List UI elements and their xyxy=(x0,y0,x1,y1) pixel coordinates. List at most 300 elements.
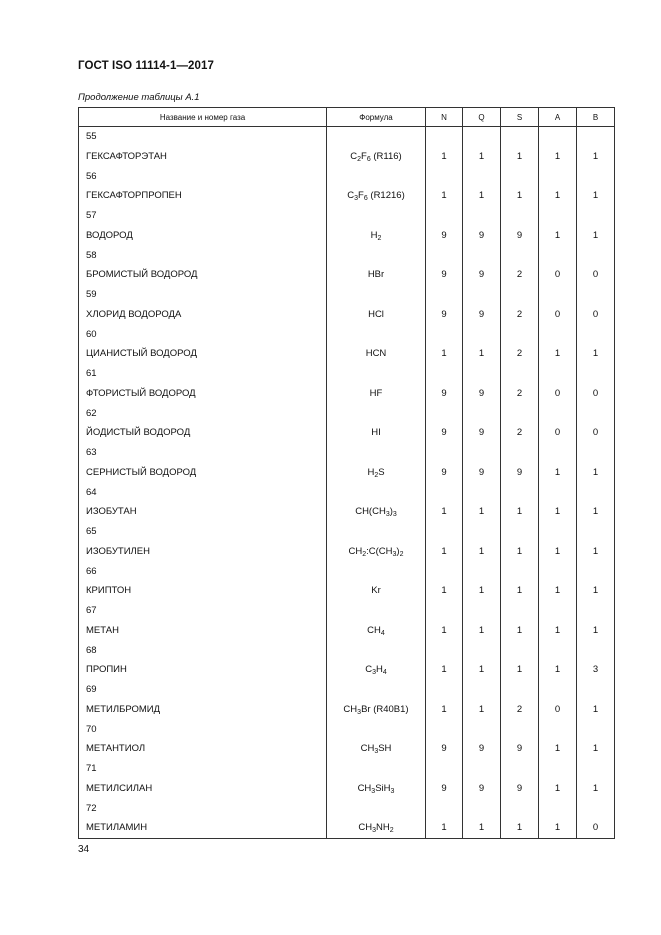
value-s: 1 xyxy=(501,502,539,523)
formula-text: HI xyxy=(371,427,381,439)
value-a: 1 xyxy=(539,462,577,483)
empty-cell xyxy=(577,483,615,502)
formula-subscript: 3 xyxy=(371,787,376,795)
gas-formula xyxy=(327,660,426,681)
value-q: 9 xyxy=(463,423,501,444)
empty-cell xyxy=(577,799,615,818)
value-n: 9 xyxy=(426,304,463,325)
value-q: 1 xyxy=(463,818,501,839)
value-n: 1 xyxy=(426,660,463,681)
value-b: 0 xyxy=(577,304,615,325)
gas-number-row xyxy=(79,206,615,225)
formula-subscript: 3 xyxy=(392,511,397,519)
formula-text: HCN xyxy=(365,348,387,360)
formula-text: HF xyxy=(369,387,383,399)
empty-cell xyxy=(426,483,463,502)
table-header-row xyxy=(79,108,615,127)
gas-number: 58 xyxy=(79,246,327,265)
gas-formula xyxy=(327,462,426,483)
column-header-b: B xyxy=(577,108,615,127)
formula-text: (R116) xyxy=(370,150,402,162)
empty-cell xyxy=(327,799,426,818)
value-a: 1 xyxy=(539,620,577,641)
formula-subscript: 2 xyxy=(399,550,404,558)
empty-cell xyxy=(463,562,501,581)
formula-text: F xyxy=(361,150,367,162)
formula-subscript: 2 xyxy=(377,234,382,242)
formula-text: ) xyxy=(389,506,393,518)
empty-cell xyxy=(577,680,615,699)
value-s: 1 xyxy=(501,541,539,562)
gas-name: ПРОПИН xyxy=(79,660,327,681)
formula-text: S xyxy=(378,466,385,478)
formula-text: HBr xyxy=(367,269,385,281)
gas-name: МЕТАНТИОЛ xyxy=(79,739,327,760)
empty-cell xyxy=(539,285,577,304)
value-s: 1 xyxy=(501,660,539,681)
formula-text: H xyxy=(367,466,375,478)
empty-cell xyxy=(577,325,615,344)
value-a: 1 xyxy=(539,660,577,681)
gas-number: 66 xyxy=(79,562,327,581)
formula-text: C xyxy=(347,190,355,202)
gas-row xyxy=(79,660,615,681)
formula-text: SiH xyxy=(375,782,391,794)
empty-cell xyxy=(539,601,577,620)
gas-number-row xyxy=(79,759,615,778)
empty-cell xyxy=(327,562,426,581)
formula-subscript: 6 xyxy=(366,155,371,163)
formula-text: CH xyxy=(358,822,373,834)
gas-row xyxy=(79,541,615,562)
gas-row xyxy=(79,778,615,799)
gas-formula xyxy=(327,304,426,325)
gas-name: БРОМИСТЫЙ ВОДОРОД xyxy=(79,265,327,286)
formula-text: H xyxy=(376,664,383,676)
gas-number: 64 xyxy=(79,483,327,502)
formula-text: Kr xyxy=(371,585,381,597)
gas-formula xyxy=(327,186,426,207)
gas-row xyxy=(79,739,615,760)
formula-text: Br (R40B1) xyxy=(361,703,409,715)
value-b: 1 xyxy=(577,186,615,207)
gas-name: ХЛОРИД ВОДОРОДА xyxy=(79,304,327,325)
formula-text: CH xyxy=(367,624,381,636)
gas-name: КРИПТОН xyxy=(79,581,327,602)
gas-number: 56 xyxy=(79,167,327,186)
empty-cell xyxy=(327,759,426,778)
gas-table xyxy=(78,107,615,839)
gas-row xyxy=(79,699,615,720)
value-s: 1 xyxy=(501,581,539,602)
value-b: 1 xyxy=(577,225,615,246)
formula-subscript: 2 xyxy=(362,550,367,558)
value-s: 2 xyxy=(501,304,539,325)
gas-number-row xyxy=(79,799,615,818)
gas-number-row xyxy=(79,562,615,581)
value-b: 0 xyxy=(577,383,615,404)
gas-formula xyxy=(327,739,426,760)
gas-number: 59 xyxy=(79,285,327,304)
value-n: 9 xyxy=(426,462,463,483)
column-header-formula: Формула xyxy=(327,108,426,127)
empty-cell xyxy=(501,206,539,225)
gas-row xyxy=(79,502,615,523)
formula-text: (R1216) xyxy=(367,190,405,202)
empty-cell xyxy=(539,483,577,502)
formula-subscript: 4 xyxy=(380,629,385,637)
gas-formula xyxy=(327,423,426,444)
empty-cell xyxy=(501,720,539,739)
empty-cell xyxy=(501,404,539,423)
empty-cell xyxy=(463,443,501,462)
gas-name: МЕТИЛБРОМИД xyxy=(79,699,327,720)
value-q: 9 xyxy=(463,778,501,799)
empty-cell xyxy=(463,167,501,186)
gas-number: 71 xyxy=(79,759,327,778)
value-a: 1 xyxy=(539,739,577,760)
gas-name: СЕРНИСТЫЙ ВОДОРОД xyxy=(79,462,327,483)
formula-text: SH xyxy=(378,743,392,755)
value-s: 2 xyxy=(501,265,539,286)
formula-text: CH xyxy=(360,743,375,755)
value-b: 1 xyxy=(577,502,615,523)
value-s: 1 xyxy=(501,818,539,839)
empty-cell xyxy=(426,562,463,581)
empty-cell xyxy=(426,285,463,304)
value-q: 1 xyxy=(463,186,501,207)
formula-text: NH xyxy=(376,822,390,834)
empty-cell xyxy=(426,799,463,818)
formula-subscript: 2 xyxy=(357,155,362,163)
value-a: 0 xyxy=(539,304,577,325)
gas-number-row xyxy=(79,680,615,699)
document-title: ГОСТ ISO 11114-1—2017 xyxy=(78,60,215,72)
value-b: 0 xyxy=(577,265,615,286)
empty-cell xyxy=(577,206,615,225)
value-q: 1 xyxy=(463,541,501,562)
gas-formula xyxy=(327,778,426,799)
gas-row xyxy=(79,265,615,286)
formula-subscript: 3 xyxy=(385,511,390,519)
formula-subscript: 3 xyxy=(357,708,362,716)
gas-number: 68 xyxy=(79,641,327,660)
gas-name: ВОДОРОД xyxy=(79,225,327,246)
value-b: 1 xyxy=(577,699,615,720)
formula-subscript: 3 xyxy=(374,748,379,756)
value-n: 1 xyxy=(426,344,463,365)
page-number: 34 xyxy=(78,844,90,855)
gas-name: ИЗОБУТАН xyxy=(79,502,327,523)
empty-cell xyxy=(463,483,501,502)
formula-text: H xyxy=(370,229,378,241)
value-a: 1 xyxy=(539,818,577,839)
empty-cell xyxy=(327,641,426,660)
value-b: 0 xyxy=(577,423,615,444)
empty-cell xyxy=(327,443,426,462)
gas-formula xyxy=(327,344,426,365)
gas-formula xyxy=(327,225,426,246)
value-a: 1 xyxy=(539,146,577,167)
empty-cell xyxy=(327,325,426,344)
empty-cell xyxy=(426,246,463,265)
empty-cell xyxy=(426,759,463,778)
formula-text: C xyxy=(365,664,373,676)
gas-number-row xyxy=(79,522,615,541)
empty-cell xyxy=(327,364,426,383)
value-q: 9 xyxy=(463,739,501,760)
empty-cell xyxy=(577,562,615,581)
gas-number: 61 xyxy=(79,364,327,383)
gas-number: 55 xyxy=(79,127,327,147)
value-s: 2 xyxy=(501,423,539,444)
empty-cell xyxy=(539,167,577,186)
empty-cell xyxy=(426,167,463,186)
column-header-s: S xyxy=(501,108,539,127)
formula-subscript: 3 xyxy=(392,550,397,558)
gas-number: 69 xyxy=(79,680,327,699)
empty-cell xyxy=(501,246,539,265)
value-s: 2 xyxy=(501,344,539,365)
empty-cell xyxy=(426,127,463,147)
gas-name: ГЕКСАФТОРПРОПЕН xyxy=(79,186,327,207)
gas-formula xyxy=(327,818,426,839)
column-header-a: A xyxy=(539,108,577,127)
gas-number: 70 xyxy=(79,720,327,739)
empty-cell xyxy=(577,167,615,186)
gas-number-row xyxy=(79,325,615,344)
empty-cell xyxy=(539,680,577,699)
gas-number: 63 xyxy=(79,443,327,462)
empty-cell xyxy=(327,246,426,265)
value-b: 1 xyxy=(577,462,615,483)
gas-number-row xyxy=(79,443,615,462)
empty-cell xyxy=(539,127,577,147)
gas-formula xyxy=(327,699,426,720)
empty-cell xyxy=(577,720,615,739)
value-b: 1 xyxy=(577,581,615,602)
gas-number: 62 xyxy=(79,404,327,423)
value-a: 1 xyxy=(539,225,577,246)
gas-row xyxy=(79,818,615,839)
empty-cell xyxy=(463,680,501,699)
formula-subscript: 6 xyxy=(363,195,368,203)
value-a: 1 xyxy=(539,502,577,523)
empty-cell xyxy=(501,759,539,778)
value-n: 1 xyxy=(426,541,463,562)
value-a: 1 xyxy=(539,344,577,365)
gas-number-row xyxy=(79,364,615,383)
gas-number-row xyxy=(79,167,615,186)
gas-row xyxy=(79,383,615,404)
value-s: 2 xyxy=(501,383,539,404)
empty-cell xyxy=(539,522,577,541)
gas-formula xyxy=(327,581,426,602)
value-b: 1 xyxy=(577,778,615,799)
empty-cell xyxy=(501,799,539,818)
empty-cell xyxy=(426,404,463,423)
empty-cell xyxy=(463,206,501,225)
empty-cell xyxy=(539,364,577,383)
empty-cell xyxy=(463,799,501,818)
empty-cell xyxy=(463,522,501,541)
gas-formula xyxy=(327,383,426,404)
table-body xyxy=(79,127,615,839)
gas-number-row xyxy=(79,285,615,304)
formula-text: CH(CH xyxy=(355,506,386,518)
gas-name: ЦИАНИСТЫЙ ВОДОРОД xyxy=(79,344,327,365)
formula-text: HCl xyxy=(368,308,384,320)
formula-text: C xyxy=(350,150,358,162)
formula-subscript: 3 xyxy=(372,669,376,677)
value-n: 1 xyxy=(426,581,463,602)
gas-name: МЕТИЛСИЛАН xyxy=(79,778,327,799)
empty-cell xyxy=(539,404,577,423)
empty-cell xyxy=(463,364,501,383)
gas-number: 57 xyxy=(79,206,327,225)
value-n: 9 xyxy=(426,778,463,799)
formula-text: :C(CH xyxy=(366,545,393,557)
empty-cell xyxy=(501,522,539,541)
empty-cell xyxy=(577,246,615,265)
empty-cell xyxy=(539,443,577,462)
value-q: 9 xyxy=(463,265,501,286)
empty-cell xyxy=(463,641,501,660)
empty-cell xyxy=(577,522,615,541)
empty-cell xyxy=(327,601,426,620)
empty-cell xyxy=(539,325,577,344)
value-a: 1 xyxy=(539,541,577,562)
value-n: 1 xyxy=(426,186,463,207)
empty-cell xyxy=(327,522,426,541)
empty-cell xyxy=(501,641,539,660)
gas-number-row xyxy=(79,641,615,660)
gas-row xyxy=(79,462,615,483)
gas-number: 65 xyxy=(79,522,327,541)
value-b: 3 xyxy=(577,660,615,681)
gas-number-row xyxy=(79,127,615,147)
value-n: 1 xyxy=(426,146,463,167)
gas-number-row xyxy=(79,720,615,739)
empty-cell xyxy=(426,641,463,660)
empty-cell xyxy=(577,443,615,462)
formula-subscript: 3 xyxy=(372,827,376,835)
value-n: 9 xyxy=(426,225,463,246)
formula-text: F xyxy=(358,190,364,202)
column-header-name: Название и номер газа xyxy=(79,108,327,127)
gas-formula xyxy=(327,146,426,167)
value-a: 1 xyxy=(539,186,577,207)
gas-name: ЙОДИСТЫЙ ВОДОРОД xyxy=(79,423,327,444)
empty-cell xyxy=(463,404,501,423)
formula-text: CH xyxy=(343,703,358,715)
value-q: 1 xyxy=(463,581,501,602)
value-s: 2 xyxy=(501,699,539,720)
empty-cell xyxy=(463,127,501,147)
value-s: 1 xyxy=(501,186,539,207)
empty-cell xyxy=(501,443,539,462)
value-q: 1 xyxy=(463,660,501,681)
empty-cell xyxy=(501,601,539,620)
value-a: 0 xyxy=(539,265,577,286)
gas-name: ГЕКСАФТОРЭТАН xyxy=(79,146,327,167)
value-a: 0 xyxy=(539,423,577,444)
value-q: 1 xyxy=(463,620,501,641)
empty-cell xyxy=(501,364,539,383)
formula-subscript: 2 xyxy=(389,827,394,835)
value-q: 1 xyxy=(463,344,501,365)
empty-cell xyxy=(426,720,463,739)
gas-row xyxy=(79,186,615,207)
value-b: 1 xyxy=(577,739,615,760)
empty-cell xyxy=(463,285,501,304)
empty-cell xyxy=(501,483,539,502)
empty-cell xyxy=(539,759,577,778)
empty-cell xyxy=(577,285,615,304)
value-q: 1 xyxy=(463,146,501,167)
gas-number-row xyxy=(79,483,615,502)
value-n: 1 xyxy=(426,620,463,641)
empty-cell xyxy=(539,720,577,739)
value-s: 9 xyxy=(501,739,539,760)
value-q: 1 xyxy=(463,699,501,720)
gas-row xyxy=(79,146,615,167)
formula-text: CH xyxy=(348,545,363,557)
value-s: 1 xyxy=(501,620,539,641)
empty-cell xyxy=(501,562,539,581)
value-s: 1 xyxy=(501,146,539,167)
formula-text: ) xyxy=(396,545,400,557)
gas-row xyxy=(79,304,615,325)
gas-name: МЕТАН xyxy=(79,620,327,641)
empty-cell xyxy=(539,206,577,225)
value-n: 1 xyxy=(426,818,463,839)
value-q: 9 xyxy=(463,383,501,404)
value-q: 9 xyxy=(463,225,501,246)
value-b: 1 xyxy=(577,344,615,365)
gas-formula xyxy=(327,502,426,523)
empty-cell xyxy=(577,404,615,423)
empty-cell xyxy=(327,404,426,423)
empty-cell xyxy=(426,443,463,462)
value-b: 1 xyxy=(577,146,615,167)
table-caption: Продолжение таблицы А.1 xyxy=(78,92,200,103)
empty-cell xyxy=(327,206,426,225)
empty-cell xyxy=(577,364,615,383)
gas-number-row xyxy=(79,246,615,265)
gas-row xyxy=(79,225,615,246)
value-b: 0 xyxy=(577,818,615,839)
column-header-q: Q xyxy=(463,108,501,127)
empty-cell xyxy=(577,127,615,147)
empty-cell xyxy=(426,601,463,620)
value-a: 1 xyxy=(539,581,577,602)
value-n: 1 xyxy=(426,502,463,523)
empty-cell xyxy=(463,759,501,778)
empty-cell xyxy=(327,720,426,739)
empty-cell xyxy=(327,285,426,304)
value-b: 1 xyxy=(577,620,615,641)
empty-cell xyxy=(501,127,539,147)
value-a: 0 xyxy=(539,383,577,404)
formula-subscript: 3 xyxy=(390,787,395,795)
empty-cell xyxy=(501,680,539,699)
empty-cell xyxy=(463,601,501,620)
empty-cell xyxy=(539,799,577,818)
empty-cell xyxy=(327,483,426,502)
empty-cell xyxy=(426,206,463,225)
formula-text: CH xyxy=(357,782,372,794)
